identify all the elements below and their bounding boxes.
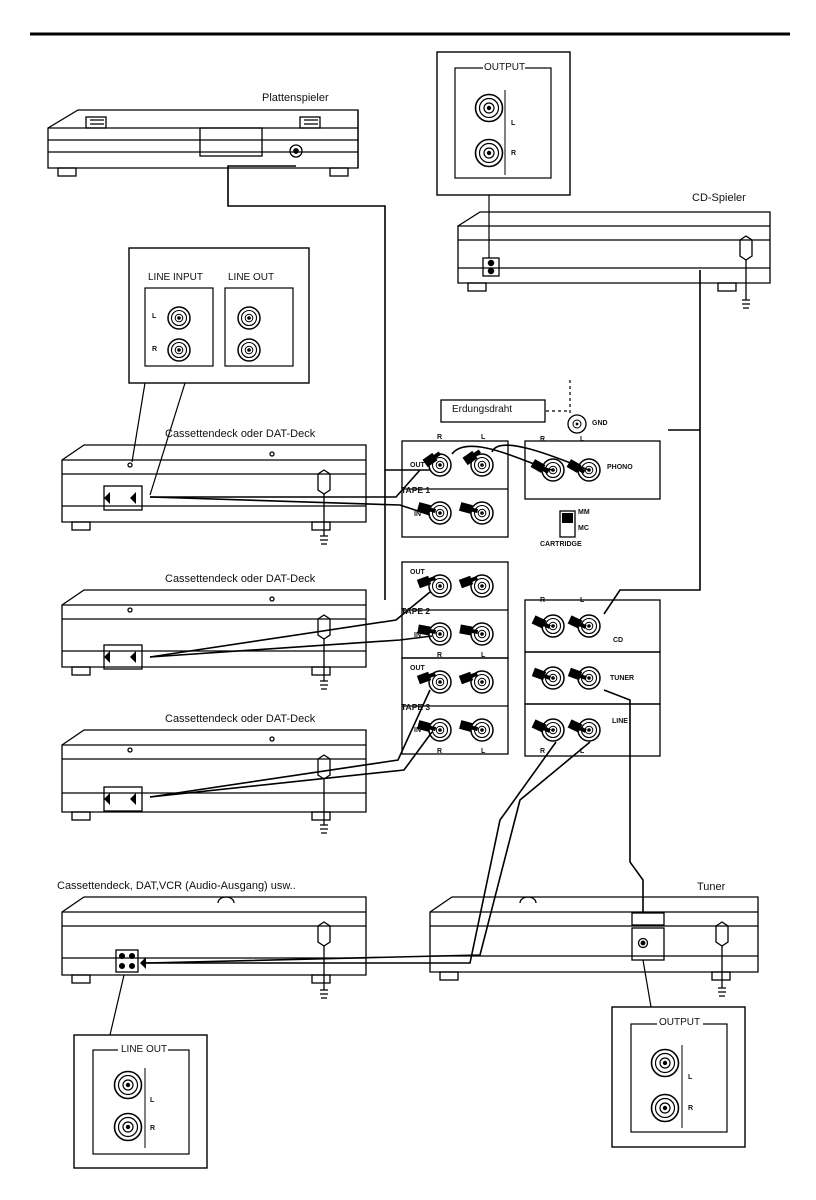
tape2-channel-l: L: [481, 652, 486, 659]
callout-title-line-out-bottom: LINE OUT: [121, 1044, 168, 1055]
device-label-tuner: Tuner: [697, 881, 726, 893]
tape1-in-label: IN: [414, 511, 421, 518]
line-io-jack-label-r: R: [152, 346, 158, 353]
device-label-tape2-deck: Cassettendeck oder DAT-Deck: [165, 573, 316, 585]
cd-input-label: CD: [613, 637, 624, 644]
ground-wire-label: Erdungsdraht: [452, 404, 513, 415]
tape3-channel-r: R: [437, 748, 443, 755]
callout-title-tuner-output: OUTPUT: [659, 1017, 701, 1028]
cartridge-label: CARTRIDGE: [540, 541, 582, 548]
device-label-turntable: Plattenspieler: [262, 92, 329, 104]
tape2-channel-r: R: [437, 652, 443, 659]
tape3-out-label: OUT: [410, 665, 425, 672]
tape3-in-label: IN: [414, 727, 421, 734]
callout-title-line-out-top: LINE OUT: [228, 272, 275, 283]
cd-channel-r: R: [540, 597, 546, 604]
device-label-tape3-deck: Cassettendeck oder DAT-Deck: [165, 713, 316, 725]
tape2-in-label: IN: [414, 632, 421, 639]
line-channel-l: L: [580, 748, 585, 755]
device-label-line-source: Cassettendeck, DAT,VCR (Audio-Ausgang) usw..: [57, 880, 296, 892]
tuner-input-label: TUNER: [610, 675, 635, 682]
cd-channel-l: L: [580, 597, 585, 604]
tape3-label: TAPE 3: [401, 702, 431, 712]
tape1-channel-l: L: [481, 434, 486, 441]
tape1-label: TAPE 1: [401, 485, 431, 495]
device-label-tape1-deck: Cassettendeck oder DAT-Deck: [165, 428, 316, 440]
phono-label: PHONO: [607, 464, 633, 471]
line-out-bottom-jack-label-l: L: [150, 1097, 155, 1104]
device-label-cd-player: CD-Spieler: [692, 192, 746, 204]
tuner-output-jack-label-r: R: [688, 1105, 694, 1112]
line-io-jack-label-l: L: [152, 313, 157, 320]
callout-title-cd-output: OUTPUT: [484, 62, 526, 73]
line-channel-r: R: [540, 748, 546, 755]
cartridge-option-mc: MC: [578, 525, 589, 532]
tape2-label: TAPE 2: [401, 606, 431, 616]
gnd-label: GND: [592, 420, 608, 427]
line-input-label: LINE: [612, 718, 628, 725]
tape1-out-label: OUT: [410, 462, 425, 469]
tape3-channel-l: L: [481, 748, 486, 755]
tuner-output-jack-label-l: L: [688, 1074, 693, 1081]
cd-output-jack-label-r: R: [511, 150, 517, 157]
tape1-channel-r: R: [437, 434, 443, 441]
cartridge-option-mm: MM: [578, 509, 590, 516]
tape2-out-label: OUT: [410, 569, 425, 576]
callout-title-line-input: LINE INPUT: [148, 272, 204, 283]
phono-channel-r: R: [540, 436, 546, 443]
phono-channel-l: L: [580, 436, 585, 443]
line-out-bottom-jack-label-r: R: [150, 1125, 156, 1132]
cd-output-jack-label-l: L: [511, 120, 516, 127]
